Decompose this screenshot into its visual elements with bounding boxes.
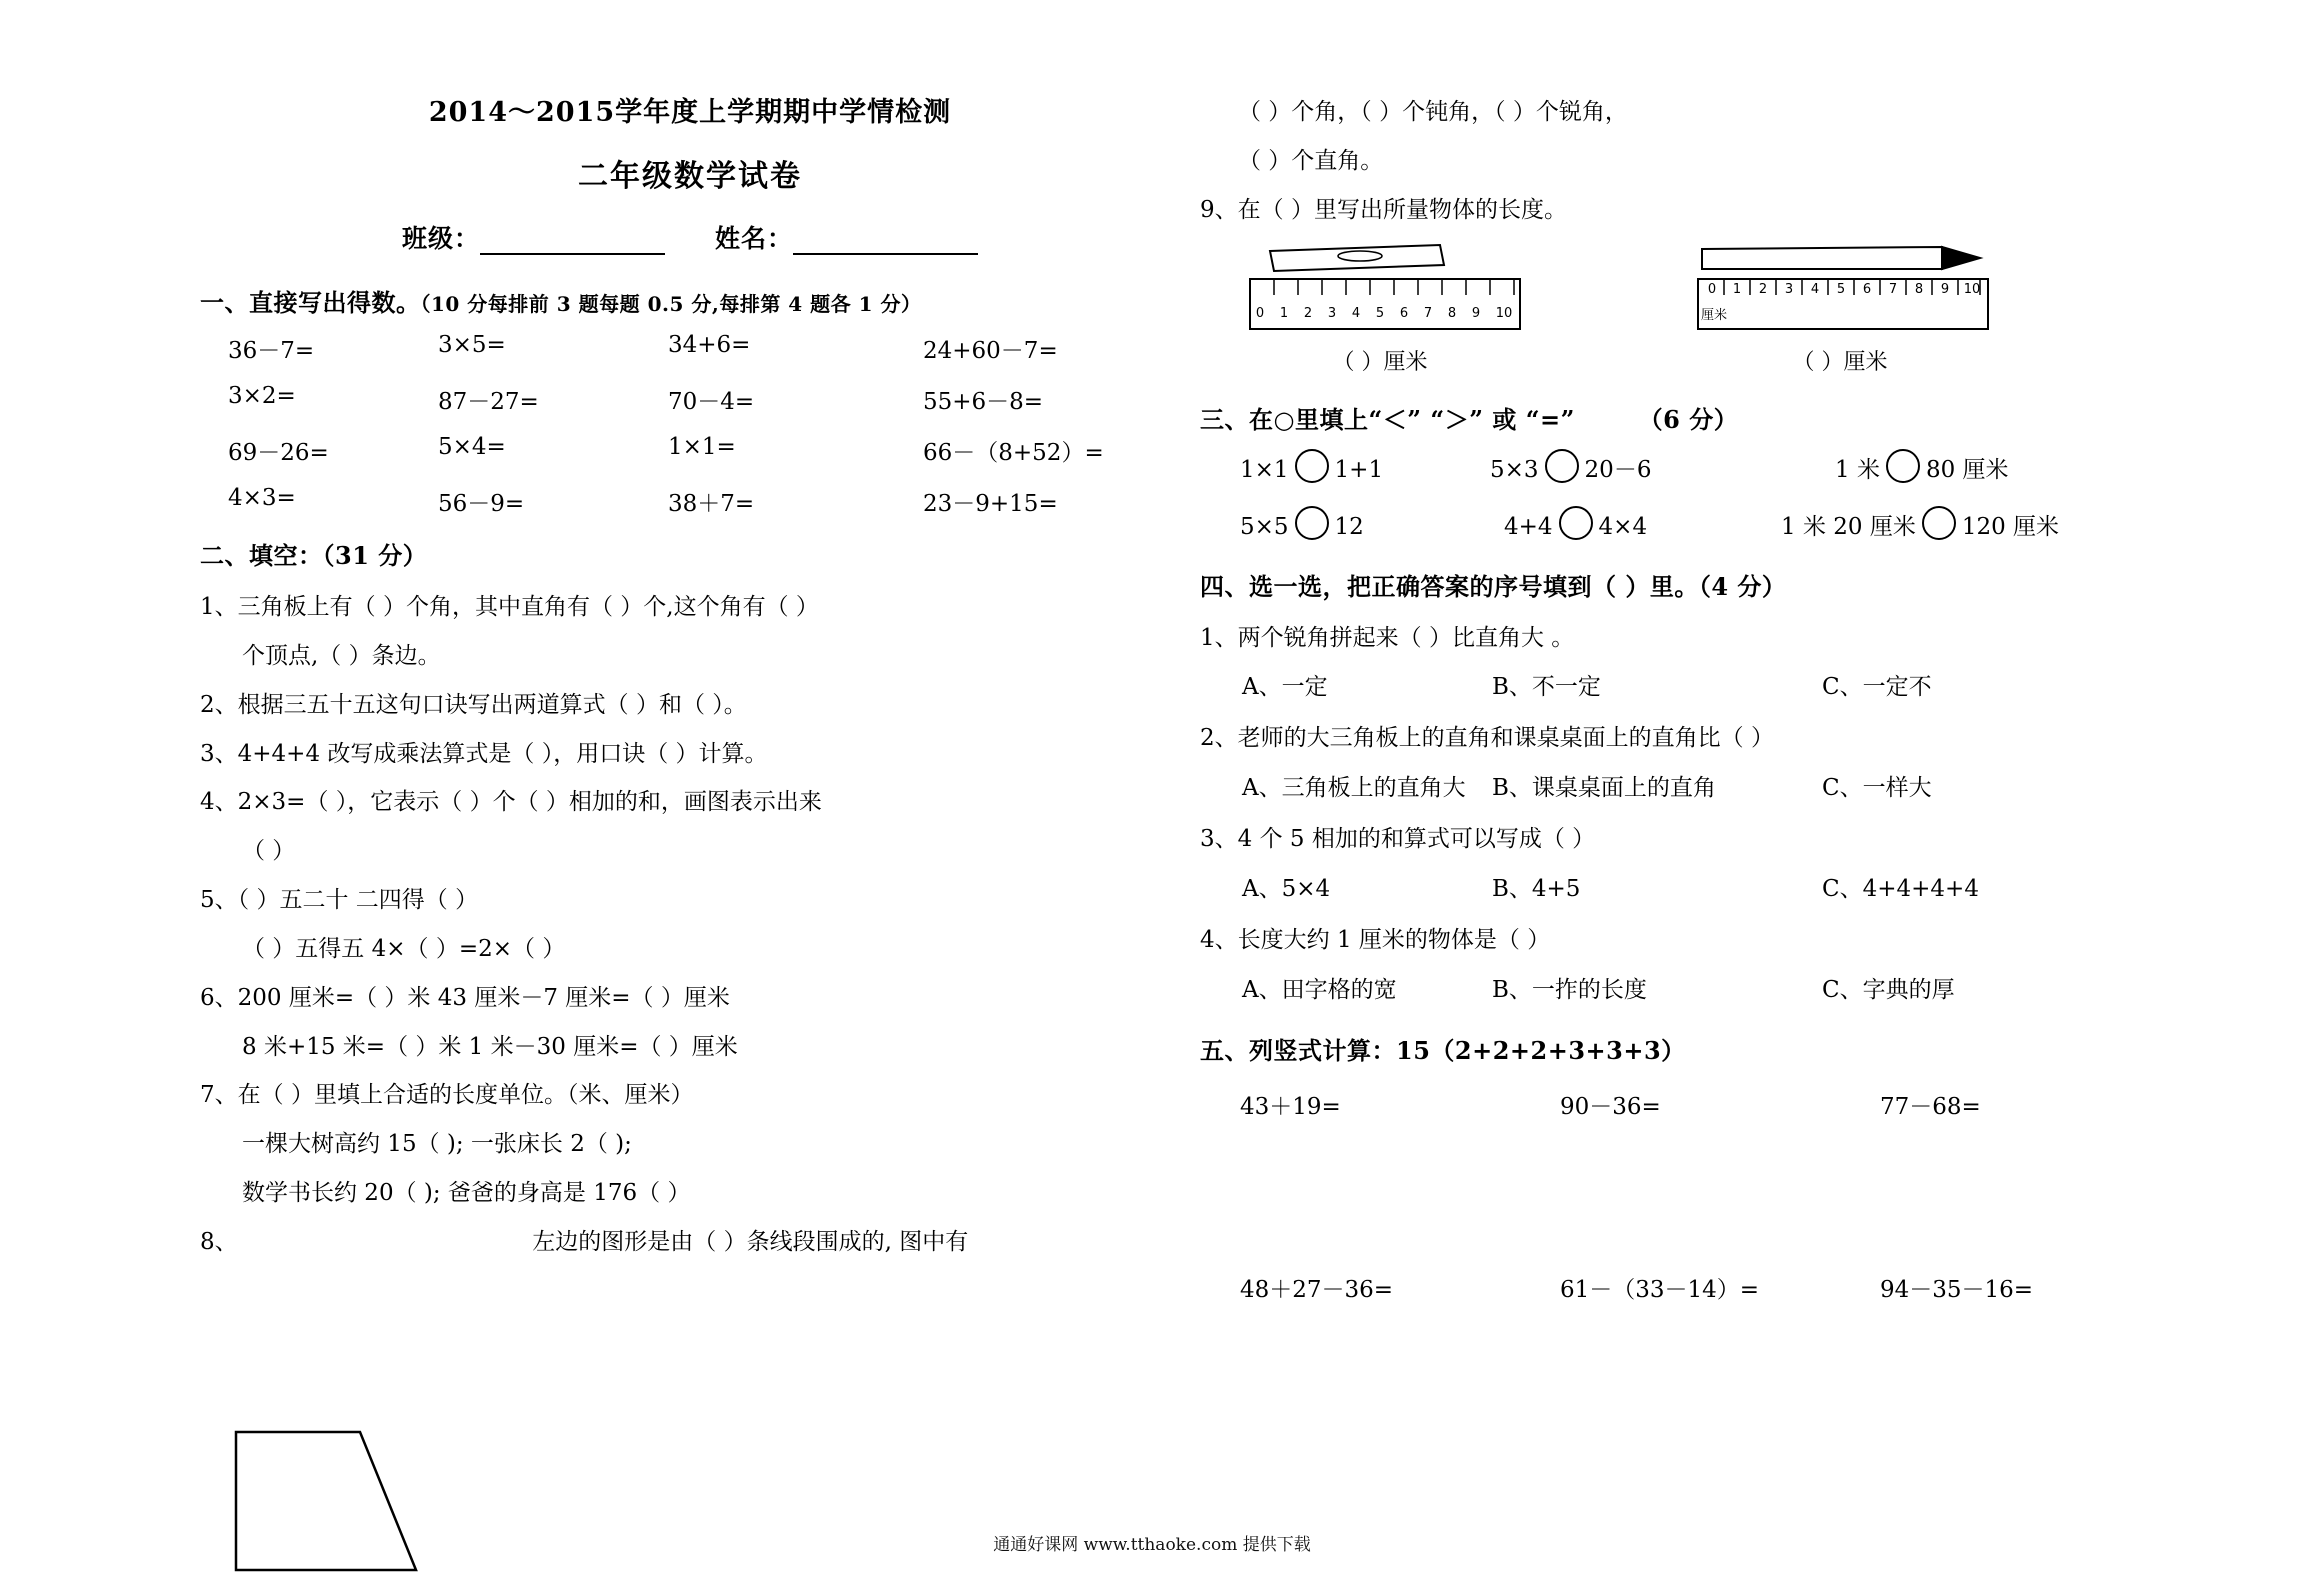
choice-option[interactable]: A、田字格的宽: [1242, 976, 1397, 1003]
svg-text:3: 3: [1327, 305, 1337, 321]
fill-q6-line2: 8 米+15 米=（ ）米 1 米－30 厘米=（ ）厘米: [242, 1033, 738, 1060]
ruler-right-svg: [1680, 239, 2000, 337]
svg-text:10: 10: [1963, 281, 1981, 297]
compare-item: [1240, 449, 1490, 483]
ruler-figures: [1200, 239, 2180, 374]
compare-right: 1+1: [1334, 457, 1384, 484]
choice-q4-stem: 4、长度大约 1 厘米的物体是（ ）: [1200, 927, 1551, 954]
calc-item: 55+6－8=: [923, 389, 1044, 415]
name-input[interactable]: [793, 229, 978, 255]
calc-item: 3×2=: [228, 383, 296, 409]
compare-circle[interactable]: [1295, 449, 1329, 483]
compare-circle[interactable]: [1295, 506, 1329, 540]
fill-q3: 3、4+4+4 改写成乘法算式是（ ），用口诀（ ）计算。: [200, 740, 768, 767]
svg-text:0: 0: [1707, 281, 1717, 297]
fill-q5-line1: 5、（ ）五二十 二四得（ ）: [200, 887, 479, 914]
fill-q6-line1: 6、200 厘米=（ ）米 43 厘米－7 厘米=（ ）厘米: [200, 984, 730, 1011]
vertical-calc-item: 77－68=: [1880, 1093, 1981, 1120]
section-1-title: 一、直接写出得数。: [200, 288, 421, 317]
svg-text:4: 4: [1351, 305, 1361, 321]
compare-item: [1490, 506, 1775, 540]
choice-option[interactable]: C、一样大: [1822, 775, 1932, 802]
choice-option[interactable]: B、不一定: [1492, 674, 1601, 701]
compare-left: 5×3: [1490, 456, 1539, 483]
fill-q8-text: 左边的图形是由（ ）条线段围成的, 图中有: [532, 1228, 969, 1255]
class-input[interactable]: [480, 229, 665, 255]
ruler-figure-left: [1230, 239, 1530, 376]
svg-text:10: 10: [1495, 305, 1513, 321]
fill-q1-line1: 1、三角板上有（ ）个角，其中直角有（ ）个,这个角有（ ）: [200, 594, 819, 620]
compare-left: 5×5: [1240, 514, 1289, 541]
calc-item: 24+60－7=: [923, 338, 1058, 364]
compare-circle[interactable]: [1922, 506, 1956, 540]
calc-item: 38＋7=: [668, 491, 755, 517]
ruler-figure-right: [1680, 239, 2000, 376]
section-5-heading: 五、列竖式计算：15（2+2+2+3+3+3）: [1200, 1035, 1686, 1065]
svg-text:8: 8: [1914, 281, 1924, 297]
compare-right: 12: [1334, 514, 1364, 541]
choice-option[interactable]: B、一拃的长度: [1492, 976, 1647, 1003]
svg-text:3: 3: [1784, 281, 1794, 297]
section-5-row1: [1200, 1088, 2180, 1121]
calc-item: 56－9=: [438, 491, 525, 517]
choice-option[interactable]: C、一定不: [1822, 674, 1932, 701]
calc-item: 3×5=: [438, 332, 506, 358]
section-3-problems: [1200, 449, 2180, 541]
calc-item: 66－（8+52）=: [923, 440, 1104, 466]
svg-text:2: 2: [1758, 281, 1768, 297]
ruler-left-caption[interactable]: （ ）厘米: [1332, 349, 1428, 375]
vertical-calc-item: 94－35－16=: [1880, 1276, 2034, 1303]
svg-text:7: 7: [1423, 305, 1433, 321]
svg-text:1: 1: [1732, 281, 1742, 297]
fill-q9: 9、在（ ）里写出所量物体的长度。: [1200, 196, 1567, 223]
section-1-problems: [200, 332, 1180, 518]
vertical-calc-item: 48＋27－36=: [1240, 1276, 1394, 1303]
svg-text:厘米: 厘米: [1700, 307, 1728, 323]
compare-left: 1 米 20 厘米: [1781, 513, 1916, 540]
section-4-heading: 四、选一选，把正确答案的序号填到（ ）里。（4 分）: [1200, 571, 1787, 601]
fill-q2: 2、根据三五十五这句口诀写出两道算式（ ）和（ ）。: [200, 691, 747, 718]
page-title-line1: 2014～2015学年度上学期期中学情检测: [428, 97, 952, 128]
calc-item: 4×3=: [228, 485, 296, 511]
calc-item: 34+6=: [668, 332, 751, 358]
calc-item: 70－4=: [668, 389, 755, 415]
ruler-left-svg: [1230, 239, 1530, 337]
calc-item: 36－7=: [228, 338, 315, 364]
svg-text:0: 0: [1255, 305, 1265, 321]
compare-item: [1775, 449, 2180, 484]
compare-left: 1×1: [1240, 457, 1289, 484]
class-label: 班级：: [401, 224, 480, 253]
quadrilateral-figure: [228, 1424, 423, 1579]
svg-text:5: 5: [1375, 305, 1385, 321]
section-3-score: （6 分）: [1638, 404, 1739, 434]
choice-option[interactable]: A、5×4: [1242, 876, 1331, 903]
compare-item: [1490, 449, 1775, 484]
section-1-heading: [200, 283, 1180, 318]
choice-q3-options: [1200, 866, 2180, 912]
fill-q5-line2: （ ）五得五 4×（ ）=2×（ ）: [242, 935, 566, 962]
compare-circle[interactable]: [1886, 449, 1920, 483]
choice-option[interactable]: C、字典的厚: [1822, 976, 1955, 1003]
choice-q2-options: [1200, 765, 2180, 811]
calc-item: 23－9+15=: [923, 491, 1058, 517]
choice-option[interactable]: C、4+4+4+4: [1822, 876, 1979, 903]
svg-text:9: 9: [1471, 305, 1481, 321]
section-2-heading: 二、填空：（31 分）: [200, 541, 428, 570]
fill-q7-line1: 7、在（ ）里填上合适的长度单位。（米、厘米）: [200, 1082, 694, 1109]
page-footer: 通通好课网 www.tthaoke.com 提供下载: [993, 1535, 1311, 1555]
svg-text:5: 5: [1836, 281, 1846, 297]
calc-item: 5×4=: [438, 434, 506, 460]
fill-q8-top-line1: （ ）个角，（ ）个钝角，（ ）个锐角，: [1238, 99, 1628, 125]
compare-left: 4+4: [1504, 514, 1553, 541]
choice-q1-options: [1200, 664, 2180, 710]
ruler-right-caption[interactable]: （ ）厘米: [1792, 349, 1888, 375]
calc-item: 87－27=: [438, 389, 539, 415]
fill-q8-top-line2: （ ）个直角。: [1238, 147, 1384, 174]
vertical-calc-item: 90－36=: [1560, 1093, 1661, 1120]
compare-item: [1240, 506, 1490, 540]
calc-item: 1×1=: [668, 434, 736, 460]
svg-text:9: 9: [1940, 281, 1950, 297]
choice-option[interactable]: A、三角板上的直角大: [1242, 775, 1466, 802]
svg-text:6: 6: [1862, 281, 1872, 297]
svg-text:4: 4: [1810, 281, 1820, 297]
compare-circle[interactable]: [1545, 449, 1579, 483]
fill-q4-line1: 4、2×3=（ ），它表示（ ）个（ ）相加的和，画图表示出来: [200, 789, 822, 816]
vertical-calc-item: 61－（33－14）=: [1560, 1276, 1760, 1303]
section-1-note: （10 分每排前 3 题每题 0.5 分,每排第 4 题各 1 分）: [420, 292, 922, 316]
choice-q3-stem: 3、4 个 5 相加的和算式可以写成（ ）: [1200, 826, 1596, 853]
choice-q1-stem: 1、两个锐角拼起来（ ）比直角大 。: [1200, 624, 1575, 651]
calc-item: 69－26=: [228, 440, 329, 466]
choice-option[interactable]: B、课桌桌面上的直角: [1492, 775, 1716, 802]
choice-option[interactable]: B、4+5: [1492, 876, 1581, 903]
svg-text:2: 2: [1303, 305, 1313, 321]
fill-q7-line3: 数学书长约 20（ ); 爸爸的身高是 176（ ）: [242, 1180, 691, 1207]
svg-text:6: 6: [1399, 305, 1409, 321]
svg-text:1: 1: [1279, 305, 1289, 321]
choice-q4-options: [1200, 967, 2180, 1013]
fill-q4-line2: （ ）: [242, 838, 296, 865]
left-column: [200, 90, 1180, 1269]
fill-q7-line2: 一棵大树高约 15（ ); 一张床长 2（ );: [242, 1131, 632, 1158]
vertical-calc-item: 43＋19=: [1240, 1093, 1341, 1120]
svg-text:7: 7: [1888, 281, 1898, 297]
compare-right: 4×4: [1598, 514, 1648, 541]
compare-item: [1775, 506, 2180, 541]
fill-q1-line2: 个顶点,（ ）条边。: [242, 642, 441, 669]
fill-q8-number: 8、: [200, 1228, 238, 1255]
choice-q2-stem: 2、老师的大三角板上的直角和课桌桌面上的直角比（ ）: [1200, 725, 1774, 752]
name-label: 姓名：: [715, 224, 794, 253]
fill-q8-line: [200, 1220, 1180, 1265]
page-title-line2: 二年级数学试卷: [578, 159, 802, 194]
compare-right: 120 厘米: [1961, 513, 2060, 540]
section-5-row2: [1200, 1271, 2180, 1304]
compare-right: 80 厘米: [1925, 456, 2009, 483]
compare-circle[interactable]: [1559, 506, 1593, 540]
compare-left: 1 米: [1835, 456, 1880, 483]
svg-text:8: 8: [1447, 305, 1457, 321]
student-info-line: [200, 219, 1180, 255]
compare-right: 20－6: [1584, 456, 1652, 483]
right-column: [1200, 90, 2180, 1304]
choice-option[interactable]: A、一定: [1242, 674, 1328, 701]
section-3-title: 三、在○里填上“＜” “＞” 或 “=”: [1200, 404, 1575, 434]
section-3-heading: [1200, 400, 2180, 435]
